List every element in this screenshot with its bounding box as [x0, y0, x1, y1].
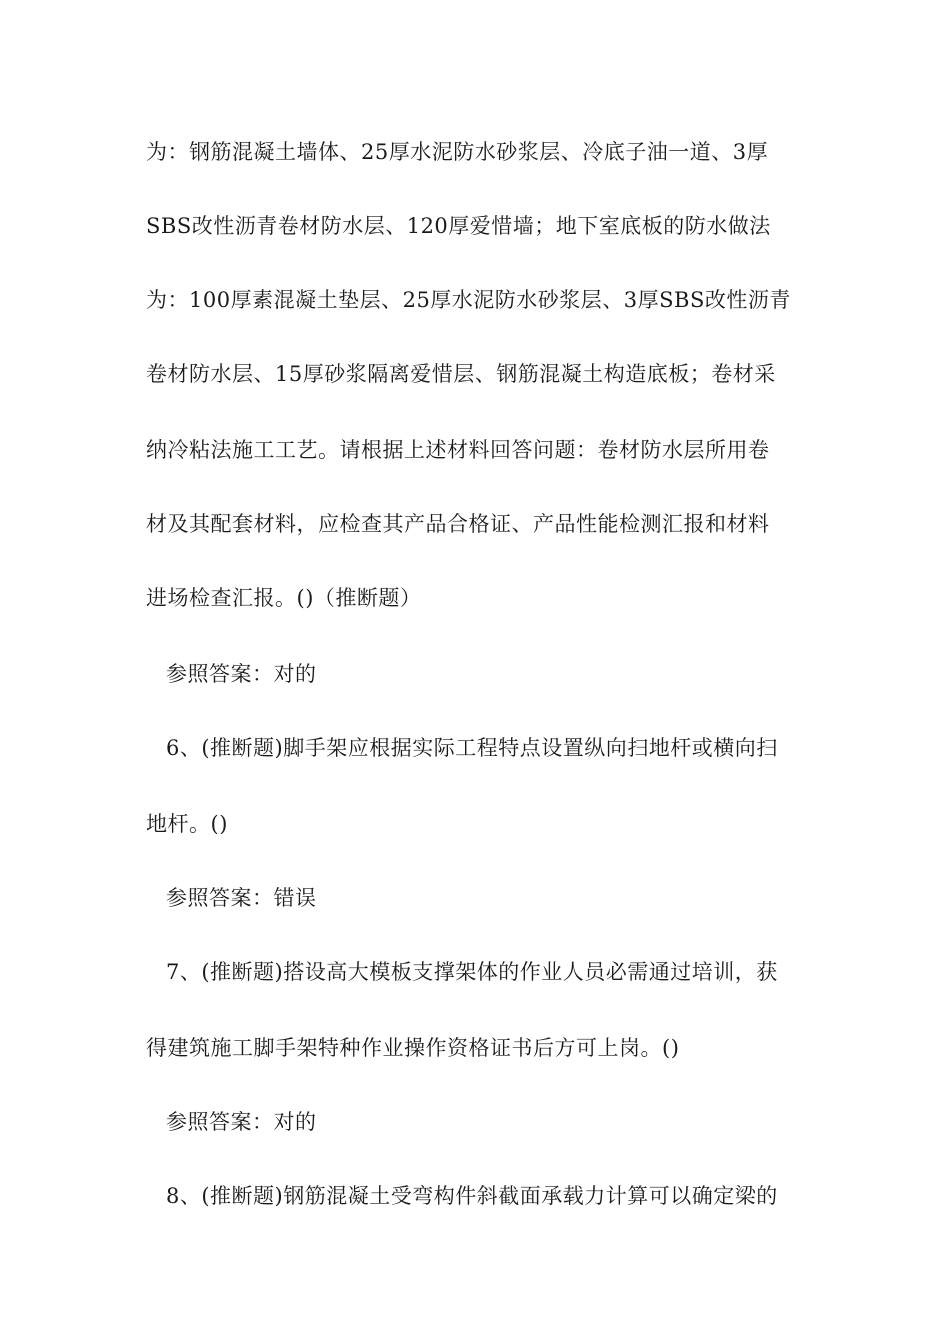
- question-line: 6、(推断题)脚手架应根据实际工程特点设置纵向扫地杆或横向扫: [166, 736, 778, 760]
- text-line: 进场检查汇报。()（推断题）: [146, 586, 422, 610]
- question-line: 得建筑施工脚手架特种作业操作资格证书后方可上岗。(): [146, 1036, 680, 1060]
- text-line: 为：100厚素混凝土垫层、25厚水泥防水砂浆层、3厚SBS改性沥青: [146, 288, 791, 312]
- question-line: 7、(推断题)搭设高大模板支撑架体的作业人员必需通过培训，获: [166, 960, 778, 984]
- text-line: 纳冷粘法施工工艺。请根据上述材料回答问题：卷材防水层所用卷: [146, 438, 770, 462]
- text-line: 材及其配套材料，应检查其产品合格证、产品性能检测汇报和材料: [146, 512, 770, 536]
- question-line: 地杆。(): [146, 812, 228, 836]
- text-line: 为：钢筋混凝土墙体、25厚水泥防水砂浆层、冷底子油一道、3厚: [146, 140, 769, 164]
- question-line: 8、(推断题)钢筋混凝土受弯构件斜截面承载力计算可以确定梁的: [166, 1184, 778, 1208]
- text-line: 卷材防水层、15厚砂浆隔离爱惜层、钢筋混凝土构造底板；卷材采: [146, 362, 776, 386]
- text-line: SBS改性沥青卷材防水层、120厚爱惜墙；地下室底板的防水做法: [146, 214, 771, 238]
- answer-line: 参照答案：对的: [166, 1110, 317, 1134]
- answer-line: 参照答案：错误: [166, 886, 317, 910]
- answer-line: 参照答案：对的: [166, 662, 317, 686]
